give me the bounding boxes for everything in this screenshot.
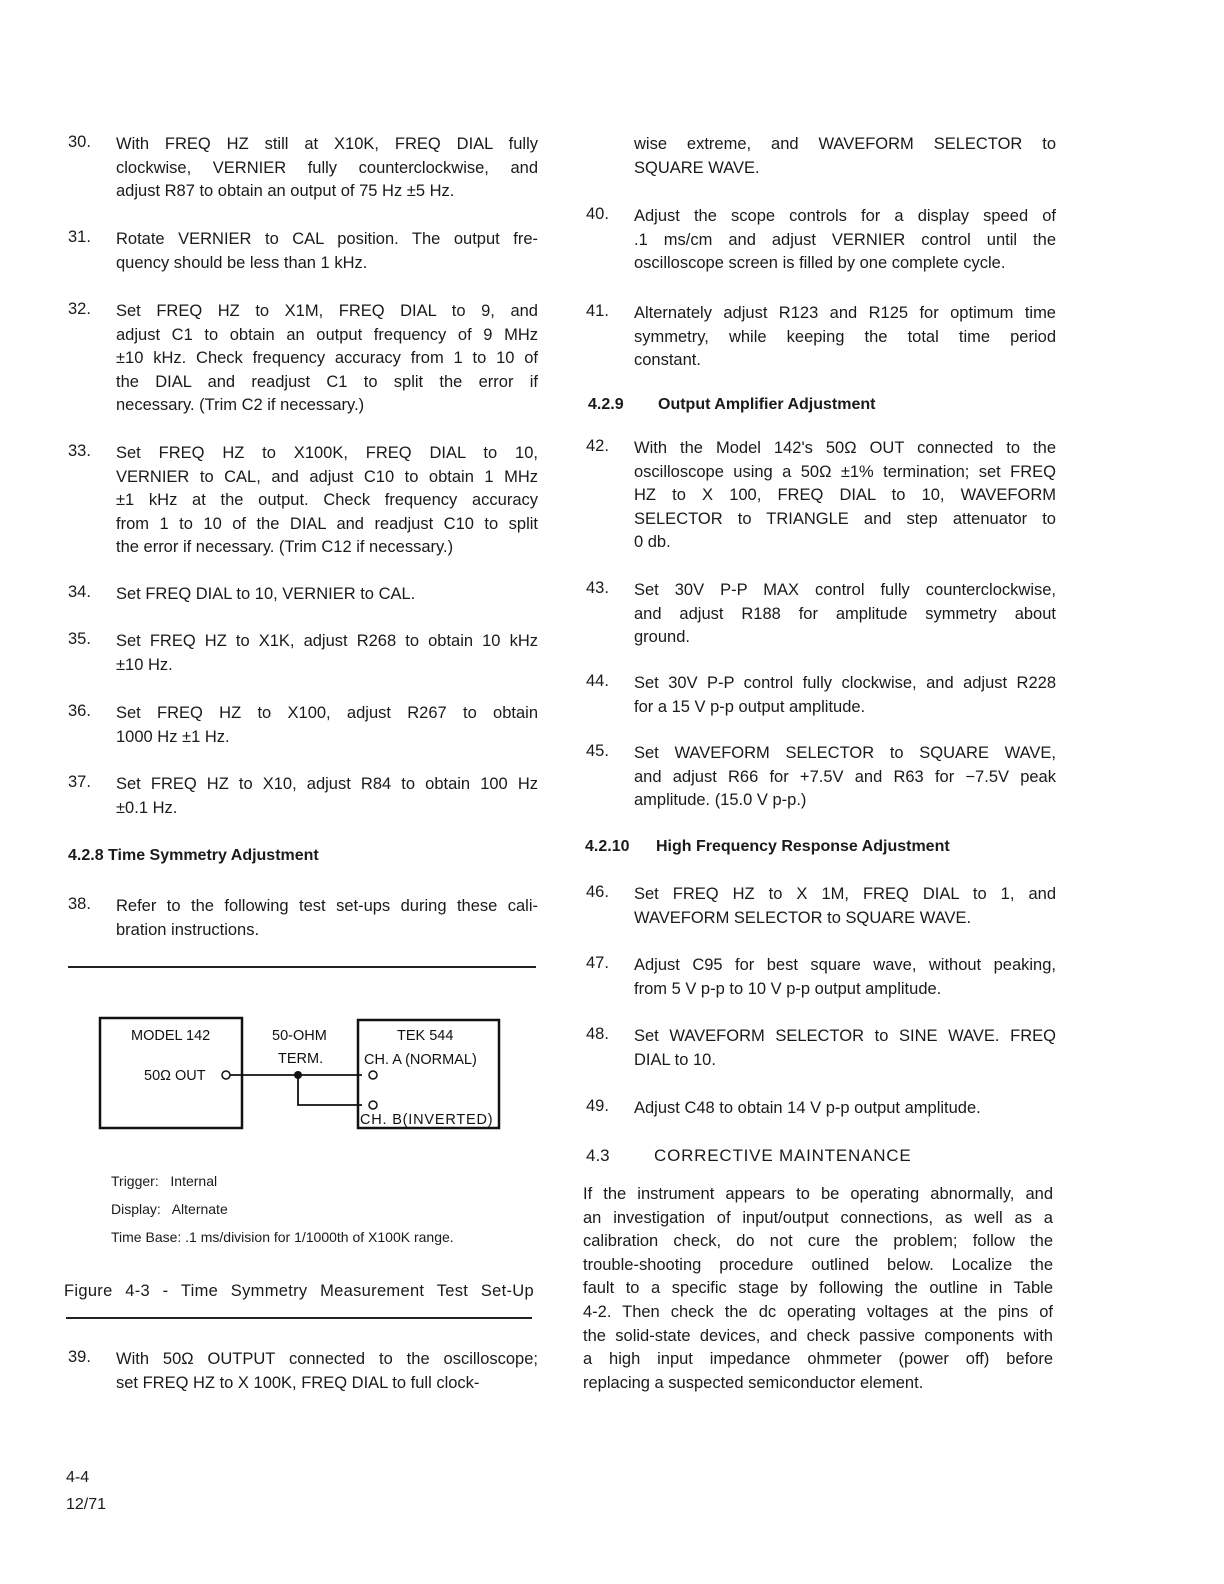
step-number: 45. bbox=[586, 742, 609, 760]
step-number: 31. bbox=[68, 228, 91, 246]
step-text bbox=[634, 672, 1056, 719]
step-number: 30. bbox=[68, 133, 91, 151]
text-line: Set FREQ HZ to X1M, FREQ DIAL to 9, and bbox=[116, 302, 538, 320]
section-heading-4-2-9: Output Amplifier Adjustment bbox=[658, 396, 876, 413]
step-text bbox=[634, 954, 1056, 1001]
step-number: 43. bbox=[586, 579, 609, 597]
text-line: replacing a suspected semiconductor element. bbox=[583, 1373, 924, 1392]
text-line: .1 ms/cm and adjust VERNIER control until the bbox=[634, 230, 1056, 249]
divider bbox=[66, 1317, 532, 1319]
trigger-setting bbox=[111, 1173, 217, 1189]
page-date: 12/71 bbox=[66, 1496, 107, 1513]
text-line: symmetry, while keeping the total time period bbox=[634, 327, 1056, 346]
step-number: 37. bbox=[68, 773, 91, 791]
section-heading-4-3: CORRECTIVE MAINTENANCE bbox=[654, 1146, 912, 1165]
step-text bbox=[116, 133, 538, 204]
timebase-setting: Time Base: .1 ms/division for 1/1000th of X100K range. bbox=[111, 1229, 454, 1245]
text-line: With 50Ω OUTPUT connected to the oscilloscope; bbox=[116, 1350, 538, 1368]
step-number: 34. bbox=[68, 583, 91, 601]
text-line: a high input impedance ohmmeter (power off) before bbox=[583, 1350, 1053, 1369]
trigger-label: Trigger: bbox=[111, 1173, 159, 1189]
text-line: adjust C1 to obtain an output frequency of 9 MHz bbox=[116, 325, 538, 344]
step-number: 44. bbox=[586, 672, 609, 690]
text-line: 0 db. bbox=[634, 533, 671, 552]
text-line: the solid-state devices, and check passive components with bbox=[583, 1326, 1053, 1345]
text-line: SQUARE WAVE. bbox=[634, 158, 760, 177]
text-line: amplitude. (15.0 V p-p.) bbox=[634, 791, 807, 810]
text-line: VERNIER to CAL, and adjust C10 to obtain 1 MHz bbox=[116, 467, 538, 486]
ch-a-terminal bbox=[369, 1071, 377, 1079]
step-text bbox=[116, 442, 538, 560]
text-line: constant. bbox=[634, 351, 701, 370]
section-number-4-2-10: 4.2.10 bbox=[585, 838, 630, 855]
step-number: 41. bbox=[586, 302, 609, 320]
text-line: ground. bbox=[634, 628, 690, 647]
display-value: Alternate bbox=[171, 1201, 228, 1217]
step-text bbox=[634, 133, 1056, 180]
step-text bbox=[634, 302, 1056, 373]
text-line: SELECTOR to TRIANGLE and step attenuator to bbox=[634, 509, 1056, 528]
text-line: Rotate VERNIER to CAL position. The output fre- bbox=[116, 230, 538, 248]
text-line: necessary. (Trim C2 if necessary.) bbox=[116, 396, 365, 415]
text-line: and adjust R66 for +7.5V and R63 for −7.5V peak bbox=[634, 767, 1056, 786]
text-line: Alternately adjust R123 and R125 for optimum time bbox=[634, 304, 1056, 322]
step-text bbox=[116, 228, 538, 275]
term-label-2: TERM. bbox=[278, 1051, 324, 1067]
text-line: oscilloscope screen is filled by one complete cycle. bbox=[634, 254, 1006, 273]
step-number: 49. bbox=[586, 1097, 609, 1115]
ch-b-label: CH. B(INVERTED) bbox=[360, 1112, 494, 1128]
text-line: quency should be less than 1 kHz. bbox=[116, 253, 368, 272]
ch-b-terminal bbox=[369, 1101, 377, 1109]
figure-caption: Figure 4-3 - Time Symmetry Measurement Test Set-Up bbox=[64, 1282, 534, 1300]
text-line: fault to a specific stage by following the outline in Table bbox=[583, 1279, 1053, 1298]
step-number: 47. bbox=[586, 954, 609, 972]
step-text bbox=[634, 742, 1056, 813]
text-line: With the Model 142's 50Ω OUT connected to the bbox=[634, 439, 1056, 457]
text-line: Set FREQ HZ to X10, adjust R84 to obtain 100 Hz bbox=[116, 775, 538, 793]
text-line: calibration check, do not cure the problem; follow the bbox=[583, 1232, 1053, 1251]
text-line: from 1 to 10 of the DIAL and readjust C10 to split bbox=[116, 514, 538, 533]
step-text bbox=[116, 702, 538, 749]
text-line: from 5 V p-p to 10 V p-p output amplitude. bbox=[634, 979, 942, 998]
text-line: Set 30V P-P MAX control fully counterclockwise, bbox=[634, 581, 1056, 599]
output-terminal bbox=[222, 1071, 230, 1079]
text-line: HZ to X 100, FREQ DIAL to 10, WAVEFORM bbox=[634, 486, 1056, 505]
text-line: ±0.1 Hz. bbox=[116, 798, 178, 817]
step-text bbox=[116, 300, 538, 418]
step-text bbox=[634, 1097, 1056, 1121]
text-line: ±10 Hz. bbox=[116, 655, 173, 674]
step-text bbox=[634, 205, 1056, 276]
step-text bbox=[634, 1025, 1056, 1072]
trigger-value: Internal bbox=[170, 1173, 218, 1189]
text-line: Set FREQ HZ to X 1M, FREQ DIAL to 1, and bbox=[634, 885, 1056, 903]
divider bbox=[68, 966, 536, 968]
step-number: 46. bbox=[586, 883, 609, 901]
text-line: If the instrument appears to be operating abnormally, and bbox=[583, 1185, 1053, 1203]
page-number: 4-4 bbox=[66, 1469, 90, 1486]
text-line: ±1 kHz at the output. Check frequency accuracy bbox=[116, 491, 538, 510]
step-number: 39. bbox=[68, 1348, 91, 1366]
step-text bbox=[116, 773, 538, 820]
step-number: 36. bbox=[68, 702, 91, 720]
text-line: for a 15 V p-p output amplitude. bbox=[634, 697, 866, 716]
text-line: Adjust the scope controls for a display speed of bbox=[634, 207, 1056, 225]
text-line: and adjust R188 for amplitude symmetry about bbox=[634, 604, 1056, 623]
step-text bbox=[116, 583, 538, 607]
text-line: Set WAVEFORM SELECTOR to SINE WAVE. FREQ bbox=[634, 1027, 1056, 1045]
text-line: bration instructions. bbox=[116, 920, 260, 939]
text-line: Set FREQ HZ to X100, adjust R267 to obtain bbox=[116, 704, 538, 722]
section-number-4-3: 4.3 bbox=[586, 1146, 610, 1165]
step-number: 42. bbox=[586, 437, 609, 455]
step-number: 38. bbox=[68, 895, 91, 913]
text-line: the DIAL and readjust C1 to split the error if bbox=[116, 372, 538, 391]
display-label: Display: bbox=[111, 1201, 161, 1217]
text-line: 4-2. Then check the dc operating voltages at the pins of bbox=[583, 1302, 1053, 1321]
text-line: Set WAVEFORM SELECTOR to SQUARE WAVE, bbox=[634, 744, 1056, 762]
step-text bbox=[634, 579, 1056, 650]
model-label: MODEL 142 bbox=[131, 1028, 211, 1044]
text-line: adjust R87 to obtain an output of 75 Hz ±5 Hz. bbox=[116, 182, 455, 201]
step-number: 40. bbox=[586, 205, 609, 223]
out-label: 50Ω OUT bbox=[144, 1068, 206, 1084]
step-text bbox=[116, 895, 538, 942]
text-line: Set 30V P-P control fully clockwise, and adjust R228 bbox=[634, 674, 1056, 692]
scope-label: TEK 544 bbox=[397, 1028, 454, 1044]
text-line: Adjust C48 to obtain 14 V p-p output amplitude. bbox=[634, 1099, 981, 1117]
step-number: 32. bbox=[68, 300, 91, 318]
ch-a-label: CH. A (NORMAL) bbox=[364, 1052, 477, 1068]
step-text bbox=[116, 1348, 538, 1395]
step-number: 48. bbox=[586, 1025, 609, 1043]
text-line: ±10 kHz. Check frequency accuracy from 1 to 10 of bbox=[116, 349, 538, 368]
step-number: 33. bbox=[68, 442, 91, 460]
text-line: oscilloscope using a 50Ω ±1% termination; set FREQ bbox=[634, 462, 1056, 481]
section-heading-4-2-10: High Frequency Response Adjustment bbox=[656, 838, 950, 855]
text-line: Refer to the following test set-ups during these cali- bbox=[116, 897, 538, 915]
text-line: set FREQ HZ to X 100K, FREQ DIAL to full clock- bbox=[116, 1373, 480, 1392]
term-label-1: 50-OHM bbox=[272, 1028, 327, 1044]
step-text bbox=[116, 630, 538, 677]
text-line: 1000 Hz ±1 Hz. bbox=[116, 727, 230, 746]
text-line: With FREQ HZ still at X10K, FREQ DIAL fully bbox=[116, 135, 538, 153]
test-setup-diagram bbox=[98, 1015, 504, 1133]
text-line: the error if necessary. (Trim C12 if necessary.) bbox=[116, 538, 454, 557]
text-line: Set FREQ HZ to X1K, adjust R268 to obtain 10 kHz bbox=[116, 632, 538, 650]
text-line: Adjust C95 for best square wave, without peaking, bbox=[634, 956, 1056, 974]
text-line: an investigation of input/output connections, as well as a bbox=[583, 1208, 1053, 1227]
text-line: Set FREQ DIAL to 10, VERNIER to CAL. bbox=[116, 585, 416, 603]
text-line: trouble-shooting procedure outlined below. Localize the bbox=[583, 1255, 1053, 1274]
text-line: Set FREQ HZ to X100K, FREQ DIAL to 10, bbox=[116, 444, 538, 462]
text-line: DIAL to 10. bbox=[634, 1050, 716, 1069]
display-setting bbox=[111, 1201, 228, 1217]
step-text bbox=[634, 883, 1056, 930]
text-line: WAVEFORM SELECTOR to SQUARE WAVE. bbox=[634, 908, 972, 927]
step-number: 35. bbox=[68, 630, 91, 648]
corrective-maintenance-paragraph bbox=[583, 1183, 1053, 1395]
section-number-4-2-9: 4.2.9 bbox=[588, 396, 624, 413]
text-line: wise extreme, and WAVEFORM SELECTOR to bbox=[634, 135, 1056, 153]
section-heading-4-2-8: 4.2.8 Time Symmetry Adjustment bbox=[68, 847, 319, 864]
step-text bbox=[634, 437, 1056, 555]
text-line: clockwise, VERNIER fully counterclockwise, and bbox=[116, 158, 538, 177]
